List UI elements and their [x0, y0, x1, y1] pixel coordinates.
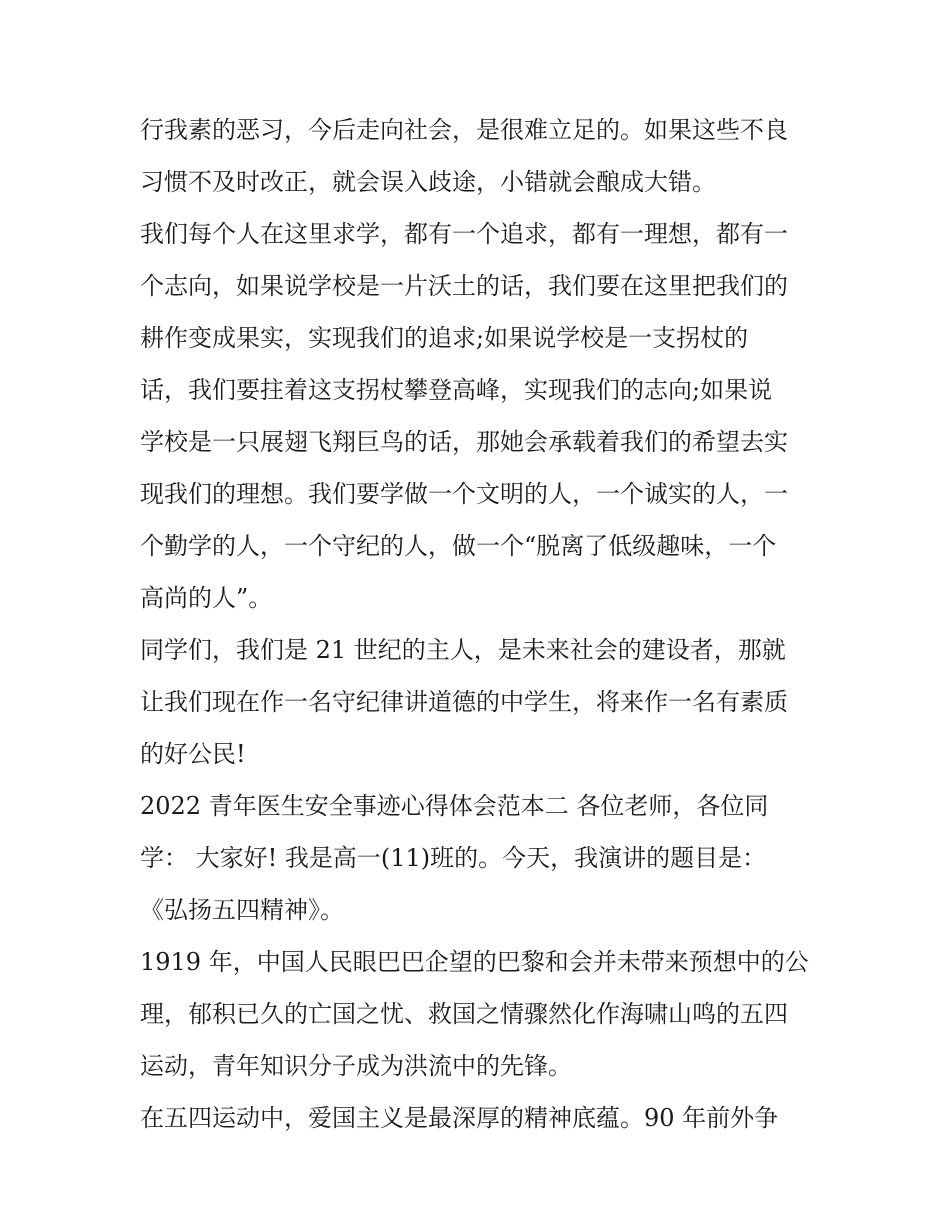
text-line: 高尚的人”。	[140, 584, 273, 612]
text-line: 运动，青年知识分子成为洪流中的先锋。	[140, 1052, 572, 1080]
text-line: 让我们现在作一名守纪律讲道德的中学生，将来作一名有素质	[140, 688, 788, 716]
text-line: 话，我们要拄着这支拐杖攀登高峰，实现我们的志向;如果说	[140, 376, 773, 404]
text-line: 学校是一只展翅飞翔巨鸟的话，那她会承载着我们的希望去实	[140, 428, 788, 456]
text-line: 同学们，我们是 21 世纪的主人，是未来社会的建设者，那就	[140, 636, 786, 664]
text-line: 耕作变成果实，实现我们的追求;如果说学校是一支拐杖的	[140, 324, 749, 352]
text-line: 个勤学的人，一个守纪的人，做一个“脱离了低级趣味，一个	[140, 532, 777, 560]
text-line: 在五四运动中，爱国主义是最深厚的精神底蕴。90 年前外争	[140, 1104, 779, 1132]
text-line: 习惯不及时改正，就会误入歧途，小错就会酿成大错。	[140, 168, 716, 196]
text-line: 个志向，如果说学校是一片沃土的话，我们要在这里把我们的	[140, 272, 788, 300]
text-line: 我们每个人在这里求学，都有一个追求，都有一理想，都有一	[140, 220, 788, 248]
document-body	[140, 104, 820, 1144]
text-line: 《弘扬五四精神》。	[140, 896, 344, 924]
text-line: 的好公民!	[140, 740, 246, 768]
text-line: 理，郁积已久的亡国之忧、救国之情骤然化作海啸山鸣的五四	[140, 1000, 788, 1028]
text-line: 学： 大家好! 我是高一(11)班的。今天，我演讲的题目是：	[140, 844, 767, 872]
text-line: 现我们的理想。我们要学做一个文明的人，一个诚实的人，一	[140, 480, 788, 508]
text-line: 2022 青年医生安全事迹心得体会范本二 各位老师，各位同	[140, 792, 769, 820]
text-line: 1919 年，中国人民眼巴巴企望的巴黎和会并未带来预想中的公	[140, 948, 809, 976]
text-line: 行我素的恶习，今后走向社会，是很难立足的。如果这些不良	[140, 116, 788, 144]
